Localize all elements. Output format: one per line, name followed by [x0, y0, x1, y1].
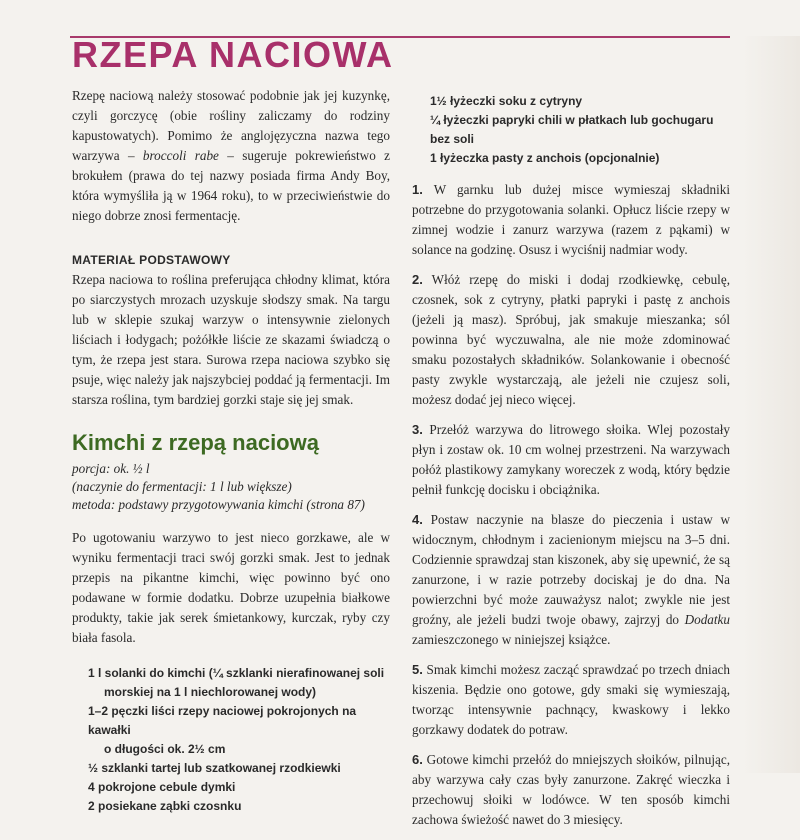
intro-paragraph — [72, 86, 390, 226]
ingredient-item: 1 l solanki do kimchi (¼ szklanki nierafinowanej soli morskiej na 1 l niechlorowanej wody) — [88, 666, 385, 699]
intro-italic-term: broccoli rabe — [142, 148, 219, 163]
recipe-method: metoda: podstawy przygotowywania kimchi (strona 87) — [72, 497, 365, 512]
ingredient-item: ¼ łyżeczki papryki chili w płatkach lub gochugaru bez soli — [430, 113, 714, 146]
ingredients-list-left — [72, 664, 390, 816]
step-1: 1. W garnku lub dużej misce wymieszaj składniki potrzebne do przygotowania solanki. Opłucz liście rzepy w zimnej wodzie i zanurz warzywa (razem z pąkami) w solance na godzinę. Osusz i wyciśnij nadmiar wody. — [412, 182, 730, 257]
ingredient-item: 2 posiekane ząbki czosnku — [88, 799, 242, 813]
material-heading: MATERIAŁ PODSTAWOWY — [72, 253, 231, 267]
ingredient-item: 1–2 pęczki liści rzepy naciowej pokrojonych na kawałki o długości ok. 2½ cm — [88, 704, 357, 756]
recipe-vessel: (naczynie do fermentacji: 1 l lub większe) — [72, 479, 292, 494]
step-4: 4. Postaw naczynie na blasze do pieczenia i ustaw w widocznym, chłodnym i zacienionym miejscu na 3–5 dni. Codziennie sprawdzaj stan kiszonek, aby się upewnić, że są zanurzone, i w razie potrzeby dociskaj je do dna. Na powierzchni być może zauważysz nalot; zwykle nie jest groźny, ale jeżeli budzi twoje obawy, zajrzyj do Dodatku zamieszczonego w niniejszej książce. — [412, 512, 730, 647]
step-6: 6. Gotowe kimchi przełóż do mniejszych słoików, pilnując, aby warzywa cały czas były zanurzone. Zakręć wieczka i przechowuj słoiki w lodówce. W ten sposób kimchi zachowa świeżość nawet do 3 miesięcy. — [412, 752, 730, 827]
recipe-title: Kimchi z rzepą naciową — [72, 430, 319, 455]
page-edge-shadow — [742, 36, 800, 773]
ingredient-item: 4 pokrojone cebule dymki — [88, 780, 236, 794]
right-column — [412, 92, 730, 840]
ingredient-item: 1 łyżeczka pasty z anchois (opcjonalnie) — [430, 151, 660, 165]
material-paragraph: Rzepa naciowa to roślina preferująca chłodny klimat, która po siarczystych mrozach uzyskuje słodszy smak. Na targu lub w sklepie szukaj warzyw o intensywnie zielonych liściach i łodygach; pożółkłe liście ze skazami świadczą o tym, że rzepa jest stara. Surowa rzepa naciowa szybko się psuje, więc należy jak najszybciej poddać ją fermentacji. Im starsza roślina, tym bardziej gorzki staje się jej smak. — [72, 272, 390, 407]
ingredient-item: 1½ łyżeczki soku z cytryny — [430, 94, 583, 108]
ingredients-list-right — [412, 92, 730, 168]
step-5: 5. Smak kimchi możesz zacząć sprawdzać po trzech dniach kiszenia. Będzie ono gotowe, gdy smaki się wymieszają, tworząc intensywnie pachnący, kwaskowy i lekko gorzkawy dodatek do potraw. — [412, 662, 730, 737]
page-title: RZEPA NACIOWA — [72, 34, 394, 75]
intro-text-1: Rzepę naciową należy stosować podobnie jak jej kuzynkę, czyli gorczycę (obie rośliny zaliczamy do rodziny kapustowatych). Pomimo że anglojęzyczna nazwa tego warzywa – — [72, 88, 390, 163]
left-column — [72, 86, 390, 816]
intro-text-2: – sugeruje pokrewieństwo z brokułem (prawa do tej nazwy posiada firma Andy Boy, która wymyśliła ją w 1964 roku), to w przeciwieństwie do niego dobrze znosi fermentację. — [72, 148, 390, 223]
step-2: 2. Włóż rzepę do miski i dodaj rzodkiewkę, cebulę, czosnek, sok z cytryny, płatki papryki i pastę z anchois (jeżeli ją masz). Spróbuj, jak smakuje mieszanka; sól powinna być wyczuwalna, ale nie może zdominować smaku pozostałych składników. Solankowanie i obecność pasty zwykle wystarczają, ale jeżeli nie czujesz soli, możesz dodać jej nieco więcej. — [412, 272, 730, 407]
recipe-portion: porcja: ok. ½ l — [72, 461, 150, 476]
step-3: 3. Przełóż warzywa do litrowego słoika. Wlej pozostały płyn i zostaw ok. 10 cm wolnej przestrzeni. Na warzywach połóż plastikowy zamykany woreczek z wodą, który będzie pełnił funkcję docisku i obciążnika. — [412, 422, 731, 497]
ingredient-item: ½ szklanki tartej lub szatkowanej rzodkiewki — [88, 761, 341, 775]
recipe-intro: Po ugotowaniu warzywo to jest nieco gorzkawe, ale w wyniku fermentacji traci swój gorzki smak. Jest to jednak przepis na pikantne kimchi, więc powinno być ono podawane w formie dodatku. Dobrze uzupełnia białkowe produkty, takie jak serek śmietankowy, kurczak, ryby czy biała fasola. — [72, 530, 390, 645]
